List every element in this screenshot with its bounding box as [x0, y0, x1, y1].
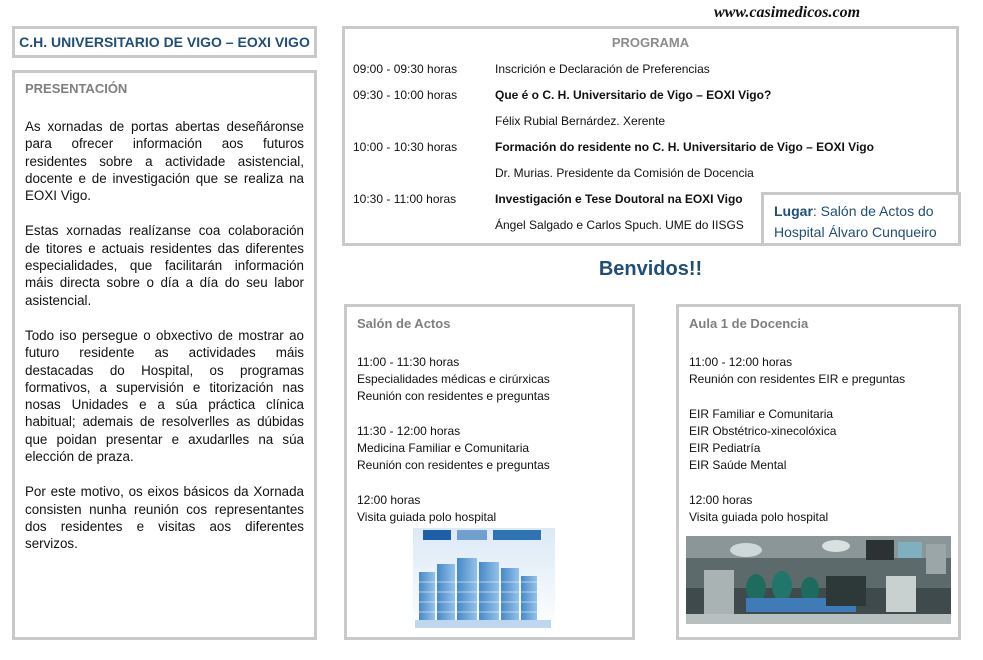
aula-heading: Aula 1 de Docencia	[689, 316, 809, 331]
salon-block	[357, 492, 622, 526]
schedule-time: 11:00 - 11:30 horas	[357, 355, 460, 369]
programa-speaker: Dr. Murias. Presidente da Comisión de Docencia	[495, 166, 754, 180]
operating-room-photo	[686, 536, 951, 624]
eoxi-logo	[493, 530, 541, 540]
schedule-line: Reunión con residentes e preguntas	[357, 458, 550, 472]
programa-time: 10:00 - 10:30 horas	[353, 140, 458, 154]
schedule-time: 11:30 - 12:00 horas	[357, 424, 461, 438]
hospital-building-image	[413, 528, 555, 632]
site-url: www.casimedicos.com	[714, 4, 861, 21]
programa-time	[353, 160, 495, 186]
eir-item: EIR Familiar e Comunitaria	[689, 407, 834, 421]
programa-time: 09:30 - 10:00 horas	[353, 88, 458, 102]
programa-item: Que é o C. H. Universitario de Vigo – EOXI Vigo?	[495, 88, 772, 102]
schedule-line: Medicina Familiar e Comunitaria	[357, 441, 530, 455]
location-box	[761, 192, 961, 246]
presentation-paragraph: Estas xornadas realízanse coa colaboración de titores e actuais residentes das diferentes especialidades, que facilitarán información máis directa sobre o día a día do seu labor asistencial.	[25, 223, 304, 308]
programa-row	[353, 82, 948, 108]
schedule-line: Especialidades médicas e cirúrxicas	[357, 372, 550, 386]
presentation-panel	[12, 70, 317, 640]
salon-heading: Salón de Actos	[357, 316, 451, 331]
programa-row	[353, 160, 948, 186]
aula-block	[689, 492, 948, 526]
schedule-line: Reunión con residentes e preguntas	[357, 389, 550, 403]
presentation-heading: PRESENTACIÓN	[25, 81, 128, 96]
eir-item: EIR Saúde Mental	[689, 458, 787, 472]
programa-item: Inscrición e Declaración de Preferencias	[495, 62, 710, 76]
location-label: Lugar	[774, 203, 813, 219]
programa-item: Investigación e Tese Doutoral na EOXI Vigo	[495, 192, 743, 206]
programa-time	[353, 212, 495, 238]
programa-row	[353, 134, 948, 160]
salon-block	[357, 423, 622, 474]
schedule-time: 12:00 horas	[357, 493, 421, 507]
sergas-logo	[457, 530, 487, 540]
eir-item: EIR Obstétrico-xinecolóxica	[689, 424, 837, 438]
programa-speaker: Félix Rubial Bernárdez. Xerente	[495, 114, 666, 128]
programa-row	[353, 56, 948, 82]
programa-heading: PROGRAMA	[611, 35, 690, 50]
schedule-line: Visita guiada polo hospital	[689, 510, 829, 524]
presentation-paragraph: Todo iso persegue o obxectivo de mostrar ao futuro residente as actividades máis destacadas do Hospital, os programas formativos, a supervisión e titorización nas nosas Unidades e a súa práctica clínica habitual; ademais de resolverlles as dúbidas que poidan presentar e axudarlles na súa elección de praza.	[25, 327, 304, 465]
aula-block	[689, 406, 948, 474]
hospital-title: C.H. UNIVERSITARIO DE VIGO – EOXI VIGO	[12, 26, 317, 58]
aula-block	[689, 354, 948, 388]
programa-time	[353, 108, 495, 134]
eir-item: EIR Pediatría	[689, 441, 761, 455]
programa-time: 09:00 - 09:30 horas	[353, 62, 458, 76]
programa-speaker: Ángel Salgado e Carlos Spuch. UME do IISGS	[495, 218, 744, 232]
schedule-time: 12:00 horas	[689, 493, 753, 507]
welcome-heading: Benvidos!!	[598, 258, 703, 280]
programa-row	[353, 108, 948, 134]
programa-item: Formación do residente no C. H. Universitario de Vigo – EOXI Vigo	[495, 140, 874, 154]
programa-time: 10:30 - 11:00 horas	[353, 192, 457, 206]
salon-block	[357, 354, 622, 405]
location-value: : Salón de Actos do Hospital Álvaro Cunqueiro	[774, 203, 937, 240]
presentation-paragraph: As xornadas de portas abertas deseñáronse para ofrecer información aos futuros residentes sobre a actividade asistencial, docente e de investigación que se realiza na EOXI Vigo.	[25, 119, 304, 204]
schedule-time: 11:00 - 12:00 horas	[689, 355, 793, 369]
schedule-line: Reunión con residentes EIR e preguntas	[689, 372, 906, 386]
presentation-paragraph: Por este motivo, os eixos básicos da Xornada consisten nunha reunión cos representantes dos residentes e visitas aos diferentes servizos.	[25, 484, 304, 552]
xunta-logo	[423, 530, 451, 540]
schedule-line: Visita guiada polo hospital	[357, 510, 497, 524]
